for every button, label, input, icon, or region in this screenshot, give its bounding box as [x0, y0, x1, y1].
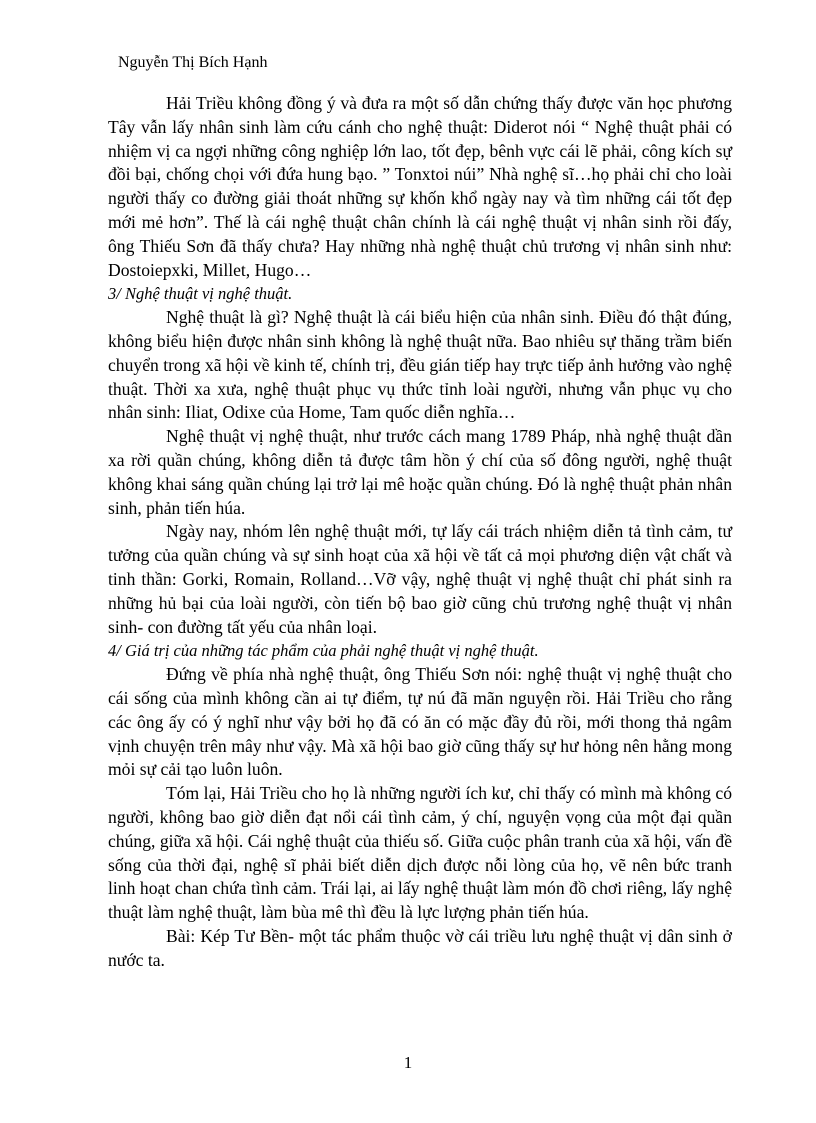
- paragraph-new-art: Ngày nay, nhóm lên nghệ thuật mới, tự lấy cái trách nhiệm diễn tả tình cảm, tư tưởng của quần chúng và sự sinh hoạt của xã hội về tất cả mọi phương diện vật chất và tinh thần: Gorki, Romain, Rolland…Vỡ vậy, nghệ thuật vị nghệ thuật chỉ phát sinh ra những hủ bại của loài người, còn tiến bộ bao giờ cũng chủ trương nghệ thuật vị nhân sinh- con đường tất yếu của nhân loại.: [108, 521, 732, 637]
- paragraph-kep-tu-ben: Bài: Kép Tư Bền- một tác phẩm thuộc vờ cái triều lưu nghệ thuật vị dân sinh ở nước ta.: [108, 925, 732, 970]
- page-number: 1: [403, 1053, 413, 1072]
- paragraph-thieu-son-view: Đứng về phía nhà nghệ thuật, ông Thiếu Sơn nói: nghệ thuật vị nghệ thuật cho cái sống của mình không cần ai tự điểm, tự nú đã mãn nguyện rồi. Hải Triều cho rằng các ông ấy có ý nghĩ như vậy bởi họ đã có ăn có mặc đầy đủ rồi, mới thong thả ngâm vịnh chuyện trên mây như vậy. Mà xã hội bao giờ cũng thấy sự hư hỏng nên hằng mong mỏi sự cải tạo luôn luôn.: [108, 664, 732, 780]
- paragraph-art-for-art: Nghệ thuật vị nghệ thuật, như trước cách mang 1789 Pháp, nhà nghệ thuật dần xa rời quần chúng, không diễn tả được tâm hồn ý chí của số đông người, nghệ thuật không khai sáng quần chúng lại trở lại mê hoặc quần chúng. Đó là nghệ thuật phản nhân sinh, phản tiến húa.: [108, 426, 732, 518]
- section-heading-3: 3/ Nghệ thuật vị nghệ thuật.: [108, 284, 293, 304]
- paragraph-conclusion: Tóm lại, Hải Triều cho họ là những người ích kư, chỉ thấy có mình mà không có người, không bao giờ diễn đạt nổi cái tình cảm, ý chí, nguyện vọng của một đại quần chúng, giữa xã hội. Cái nghệ thuật của thiếu số. Giữa cuộc phân tranh của xã hội, vấn đề sống của thời đại, nghệ sĩ phải biết diễn dịch được nỗi lòng của họ, vẽ nên bức tranh linh hoạt chan chứa tình cảm. Trái lại, ai lấy nghệ thuật làm món đồ chơi riêng, lấy nghệ thuật làm nghệ thuật, làm bùa mê thì đều là lực lượng phản tiến húa.: [108, 783, 732, 923]
- section-heading-4: 4/ Giá trị của những tác phẩm của phải nghệ thuật vị nghệ thuật.: [108, 641, 539, 661]
- paragraph-what-is-art: Nghệ thuật là gì? Nghệ thuật là cái biểu hiện của nhân sinh. Điều đó thật đúng, không biểu hiện được nhân sinh không là nghệ thuật nữa. Bao nhiêu sự thăng trầm biến chuyển trong xã hội về kinh tế, chính trị, đều gián tiếp hay trực tiếp ảnh hưởng vào nghệ thuật. Thời xa xưa, nghệ thuật phục vụ thức tỉnh loài người, nhưng vẫn phục vụ cho nhân sinh: Iliat, Odixe của Home, Tam quốc diễn nghĩa…: [108, 307, 732, 423]
- paragraph-hai-trieu-argument: Hải Triều không đồng ý và đưa ra một số dẫn chứng thấy được văn học phương Tây vẫn lấy nhân sinh làm cứu cánh cho nghệ thuật: Diderot nói “ Nghệ thuật phải có nhiệm vị ca ngợi những công nghiệp lớn lao, tốt đẹp, bênh vực cái lẽ phải, công kích sự đồi bại, chống chọi với đứa hung bạo. ” Tonxtoi núi” Nhà nghệ sĩ…họ phải chỉ cho loài người thấy co đường giải thoát những sự khốn khổ ngày nay và tìm những cái tốt đẹp mới mẻ hơn”. Thế là cái nghệ thuật chân chính là cái nghệ thuật vị nhân sinh rồi đấy, ông Thiếu Sơn đã thấy chưa? Hay những nhà nghệ thuật chủ trương vị nhân sinh như: Dostoiepxki, Millet, Hugo…: [108, 93, 732, 280]
- body-text: [108, 92, 732, 972]
- running-header-author: Nguyễn Thị Bích Hạnh: [118, 54, 268, 71]
